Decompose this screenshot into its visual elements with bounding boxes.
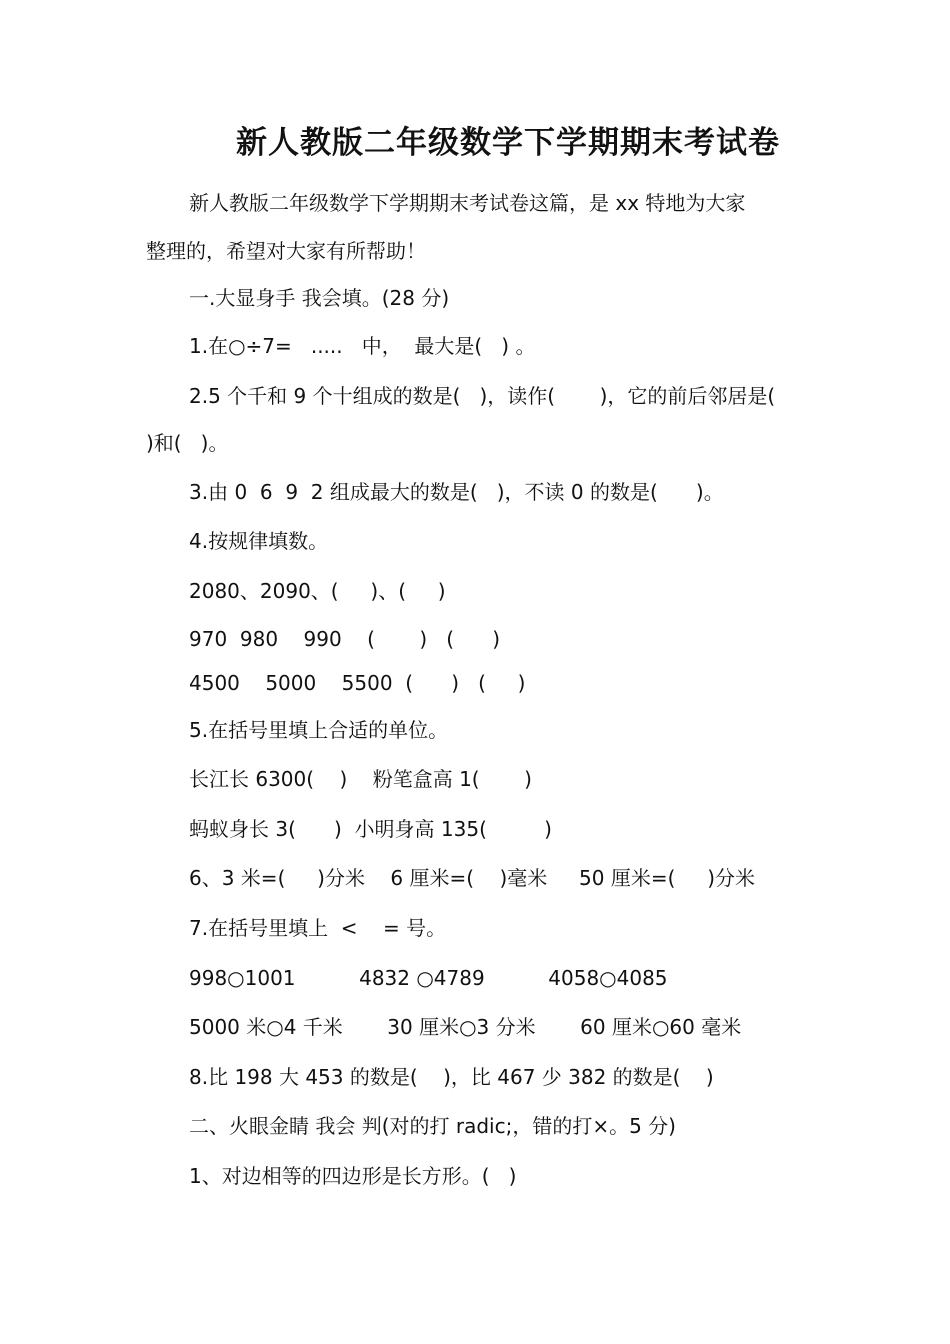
question-8: 8.比 198 大 453 的数是( )，比 467 少 382 的数是( ) [189,1065,714,1089]
question-3: 3.由 0 6 9 2 组成最大的数是( )，不读 0 的数是( )。 [189,480,724,504]
question-2: 2.5 个千和 9 个十组成的数是( )，读作( )，它的前后邻居是( [189,384,776,408]
judge-question-1: 1、对边相等的四边形是长方形。( ) [189,1164,517,1188]
intro-line-1: 新人教版二年级数学下学期期末考试卷这篇，是 xx 特地为大家 [189,191,746,215]
compare-row-1: 998○1001 4832 ○4789 4058○4085 [189,966,668,990]
document-title: 新人教版二年级数学下学期期末考试卷 [236,125,780,161]
unit-row-1: 长江长 6300( ) 粉笔盒高 1( ) [189,767,532,791]
sequence-row-2: 970 980 990 ( ) ( ) [189,627,501,651]
intro-line-2: 整理的，希望对大家有所帮助！ [146,239,426,263]
question-5: 5.在括号里填上合适的单位。 [189,718,449,742]
section-two-heading: 二、火眼金睛 我会 判(对的打 radic;，错的打×。5 分) [189,1114,676,1138]
unit-row-2: 蚂蚁身长 3( ) 小明身高 135( ) [189,817,552,841]
section-one-heading: 一.大显身手 我会填。(28 分) [189,286,450,310]
sequence-row-3: 4500 5000 5500 ( ) ( ) [189,671,526,695]
question-2-continued: )和( )。 [146,431,229,455]
question-1: 1.在○÷7= ..... 中， 最大是( ) 。 [189,334,536,358]
question-7: 7.在括号里填上 < = 号。 [189,916,447,940]
question-4: 4.按规律填数。 [189,529,329,553]
compare-row-2: 5000 米○4 千米 30 厘米○3 分米 60 厘米○60 毫米 [189,1015,742,1039]
question-6: 6、3 米=( )分米 6 厘米=( )毫米 50 厘米=( )分米 [189,866,756,890]
sequence-row-1: 2080、2090、( )、( ) [189,579,446,603]
